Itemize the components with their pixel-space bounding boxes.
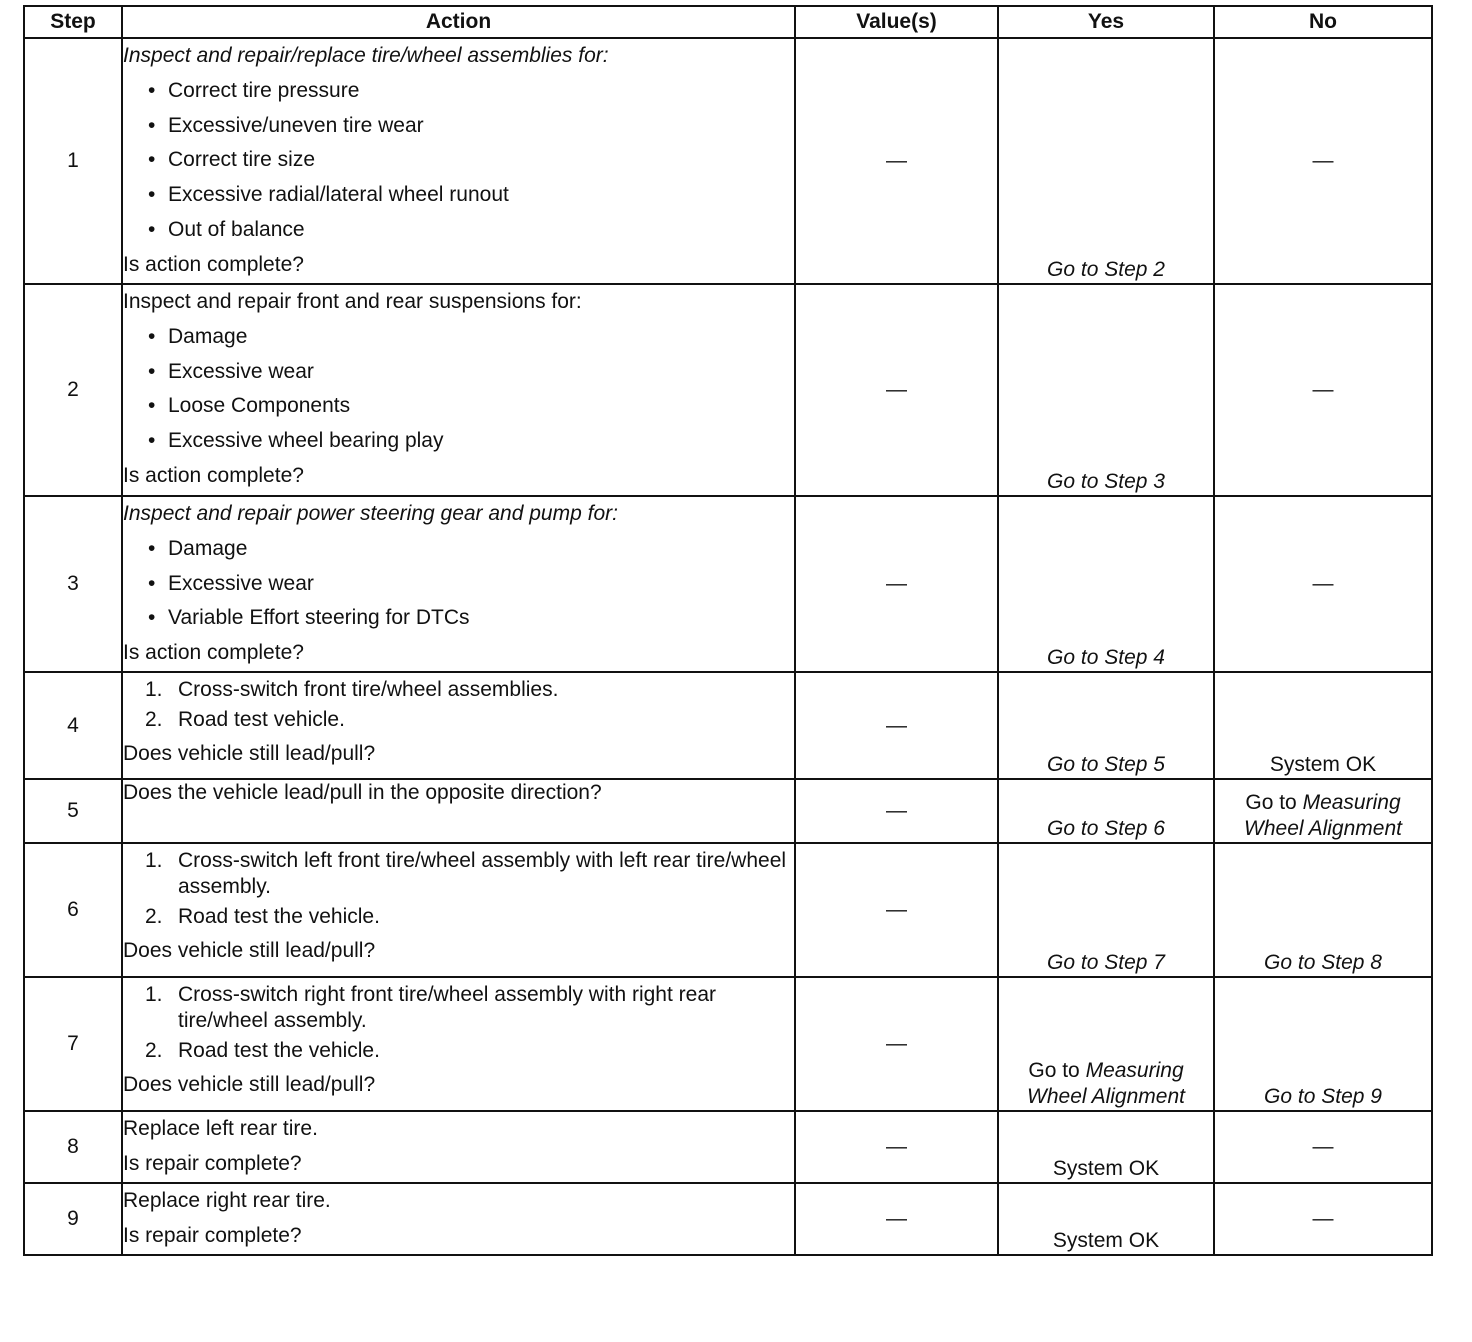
list-item: • Correct tire size [148,148,316,172]
list-item: • Out of balance [148,217,305,241]
header-no: No [1214,6,1432,38]
action-cell [122,843,795,977]
header-yes: Yes [998,6,1214,38]
table-row [24,843,1432,977]
action-question: Does vehicle still lead/pull? [123,939,376,962]
list-item: 1. Cross-switch right front tire/wheel assembly with right rear tire/wheel assembly. [145,983,717,1032]
action-cell [122,779,795,843]
action-question: Does vehicle still lead/pull? [123,1073,376,1096]
yes-cell: Go to Step 7 [998,843,1214,977]
list-item: • Damage [148,324,248,348]
value-cell: — [795,779,998,843]
yes-cell [998,977,1214,1111]
action-question: Does the vehicle lead/pull in the opposite direction? [123,781,602,804]
no-cell: Go to Step 8 [1214,843,1432,977]
action-question: Is repair complete? [123,1151,302,1175]
value-cell: — [795,1183,998,1255]
table-row [24,672,1432,779]
action-cell [122,977,795,1111]
action-cell [122,672,795,779]
list-item: • Variable Effort steering for DTCs [148,606,470,630]
list-item: • Damage [148,536,248,560]
step-number: 9 [24,1183,122,1255]
step-number: 2 [24,284,122,496]
table-row [24,779,1432,843]
no-cell: Go to Step 9 [1214,977,1432,1111]
no-cell: — [1214,284,1432,496]
action-intro: Inspect and repair front and rear suspensions for: [123,290,582,313]
no-cell: — [1214,38,1432,284]
no-cell: — [1214,1111,1432,1183]
action-question: Is action complete? [123,252,304,276]
action-cell [122,1183,795,1255]
action-cell [122,284,795,496]
measuring-wheel-alignment-link: Measuring Wheel Alignment [1027,1059,1185,1108]
step-number: 5 [24,779,122,843]
step-number: 7 [24,977,122,1111]
action-cell [122,1111,795,1183]
value-cell: — [795,38,998,284]
list-item: • Excessive wear [148,571,314,595]
no-cell: System OK [1214,672,1432,779]
yes-cell: Go to Step 5 [998,672,1214,779]
list-item: • Excessive wheel bearing play [148,429,444,453]
yes-prefix: Go to [1028,1059,1080,1082]
action-question: Is repair complete? [123,1223,302,1247]
table-row [24,1111,1432,1183]
value-cell: — [795,672,998,779]
list-item: 2. Road test the vehicle. [145,1039,380,1062]
yes-cell: Go to Step 2 [998,38,1214,284]
no-cell: — [1214,496,1432,672]
diagnostic-table [23,5,1433,1256]
step-number: 1 [24,38,122,284]
no-prefix: Go to [1245,791,1297,814]
step-number: 8 [24,1111,122,1183]
list-item: 2. Road test the vehicle. [145,905,380,928]
value-cell: — [795,496,998,672]
table-row [24,38,1432,284]
action-intro: Inspect and repair power steering gear and pump for: [123,502,618,525]
no-cell: — [1214,1183,1432,1255]
value-cell: — [795,977,998,1111]
yes-cell: Go to Step 6 [998,779,1214,843]
list-item: • Loose Components [148,394,351,418]
yes-cell: Go to Step 3 [998,284,1214,496]
value-cell: — [795,1111,998,1183]
list-item: • Correct tire pressure [148,78,360,102]
no-cell [1214,779,1432,843]
table-row [24,977,1432,1111]
table-row [24,496,1432,672]
table-row [24,1183,1432,1255]
action-question: Is action complete? [123,641,304,665]
action-question: Does vehicle still lead/pull? [123,742,376,765]
list-item: • Excessive wear [148,359,314,383]
table-row [24,284,1432,496]
action-cell [122,38,795,284]
header-row [24,6,1432,38]
action-cell [122,496,795,672]
list-item: 1. Cross-switch front tire/wheel assemblies. [145,678,559,701]
yes-cell: Go to Step 4 [998,496,1214,672]
action-intro: Replace right rear tire. [123,1189,331,1212]
yes-cell: System OK [998,1111,1214,1183]
action-intro: Inspect and repair/replace tire/wheel assemblies for: [123,44,609,67]
value-cell: — [795,284,998,496]
yes-cell: System OK [998,1183,1214,1255]
step-number: 4 [24,672,122,779]
action-intro: Replace left rear tire. [123,1117,318,1140]
step-number: 3 [24,496,122,672]
step-number: 6 [24,843,122,977]
list-item: • Excessive/uneven tire wear [148,113,424,137]
header-values: Value(s) [795,6,998,38]
header-step: Step [24,6,122,38]
list-item: 1. Cross-switch left front tire/wheel assembly with left rear tire/wheel assembly. [145,849,787,898]
value-cell: — [795,843,998,977]
action-question: Is action complete? [123,463,304,487]
list-item: 2. Road test vehicle. [145,708,345,731]
header-action: Action [122,6,795,38]
list-item: • Excessive radial/lateral wheel runout [148,183,509,207]
measuring-wheel-alignment-link: Measuring Wheel Alignment [1244,791,1402,840]
